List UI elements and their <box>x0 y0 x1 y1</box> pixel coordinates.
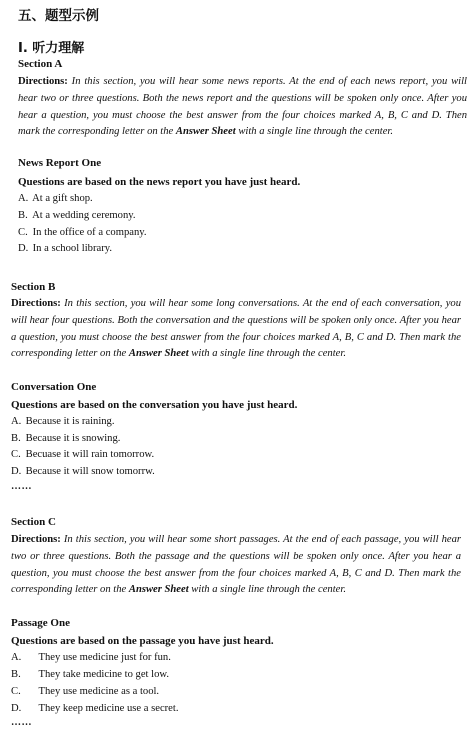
option-b <box>11 433 120 444</box>
option-text: They use medicine as a tool. <box>38 686 160 697</box>
directions-label: Directions: <box>11 534 61 545</box>
option-text: They take medicine to get low. <box>38 669 169 680</box>
option-letter: D. <box>11 703 22 714</box>
option-c <box>18 227 147 238</box>
option-text: Because it is raining. <box>25 416 115 427</box>
directions-text-end: with a single line through the center. <box>235 126 393 138</box>
option-text: Because it will snow tomorrw. <box>25 466 155 477</box>
directions-text-end: with a single line through the center. <box>188 584 346 596</box>
directions-label: Directions: <box>11 298 61 309</box>
section-c-directions <box>11 532 461 599</box>
section-b-prompt: Questions are based on the conversation you have just heard. <box>11 399 298 411</box>
option-letter: A. <box>18 193 29 204</box>
option-letter: C. <box>18 227 28 238</box>
directions-label: Directions: <box>18 76 68 87</box>
option-d <box>18 243 112 254</box>
option-letter: A. <box>11 416 22 427</box>
section-a-prompt: Questions are based on the news report you have just heard. <box>18 176 301 188</box>
option-text: They keep medicine use a secret. <box>38 703 179 714</box>
option-text: At a wedding ceremony. <box>32 210 136 221</box>
directions-text: In this section, you will hear some long conversations. At the end of each conversation, you will hear four questions. Both the conversation and the questions will be spoken only once. After you hear a question, you must choose the best answer from the four choices marked A, B, C and D. Then mark the corresponding letter on the <box>11 298 461 360</box>
directions-text: In this section, you will hear some short passages. At the end of each passage, you will hear two or three questions. Both the passage and the questions will be spoken only once. After you hear a question, you must choose the best answer from the four choices marked A, B, C and D. Then mark the corresponding letter on the <box>11 534 461 596</box>
option-b <box>11 669 169 680</box>
option-letter: C. <box>11 449 21 460</box>
option-d <box>11 703 178 714</box>
section-a-directions <box>18 74 467 141</box>
ellipsis: …… <box>11 717 32 728</box>
option-a <box>11 652 171 663</box>
option-text: In a school library. <box>32 243 112 254</box>
directions-text: In this section, you will hear some news reports. At the end of each news report, you will hear two or three questions. Both the news report and the questions will be spoken only once. After you hear a question, you must choose the best answer from the four choices marked A, B, C and D. Then mark the corresponding letter on the <box>18 76 467 138</box>
option-text: Becuase it will rain tomorrow. <box>25 449 155 460</box>
option-letter: D. <box>18 243 29 254</box>
section-c-subtitle: Passage One <box>11 617 70 629</box>
option-letter: A. <box>11 652 22 663</box>
option-c <box>11 686 159 697</box>
section-c-title: Section C <box>11 516 56 528</box>
section-b-subtitle: Conversation One <box>11 381 97 393</box>
option-text: At a gift shop. <box>32 193 93 204</box>
option-b <box>18 210 136 221</box>
option-text: They use medicine just for fun. <box>38 652 171 663</box>
directions-text-end: with a single line through the center. <box>188 348 346 360</box>
section-c-prompt: Questions are based on the passage you have just heard. <box>11 635 274 647</box>
answer-sheet-label: Answer Sheet <box>128 348 189 360</box>
option-letter: B. <box>18 210 28 221</box>
section-a-subtitle: News Report One <box>18 157 102 169</box>
option-c <box>11 449 154 460</box>
answer-sheet-label: Answer Sheet <box>128 584 189 596</box>
ellipsis: …… <box>11 481 32 492</box>
option-d <box>11 466 155 477</box>
section-b-title: Section B <box>11 281 56 293</box>
option-text: In the office of a company. <box>32 227 147 238</box>
page-heading: 五、题型示例 <box>18 8 99 24</box>
answer-sheet-label: Answer Sheet <box>175 126 236 138</box>
option-letter: B. <box>11 669 21 680</box>
option-letter: C. <box>11 686 21 697</box>
part-title: I. 听力理解 <box>18 41 85 56</box>
option-letter: B. <box>11 433 21 444</box>
option-letter: D. <box>11 466 22 477</box>
option-a <box>18 193 93 204</box>
option-a <box>11 416 115 427</box>
section-b-directions <box>11 296 461 363</box>
section-a-title: Section A <box>18 58 63 70</box>
option-text: Because it is snowing. <box>25 433 121 444</box>
